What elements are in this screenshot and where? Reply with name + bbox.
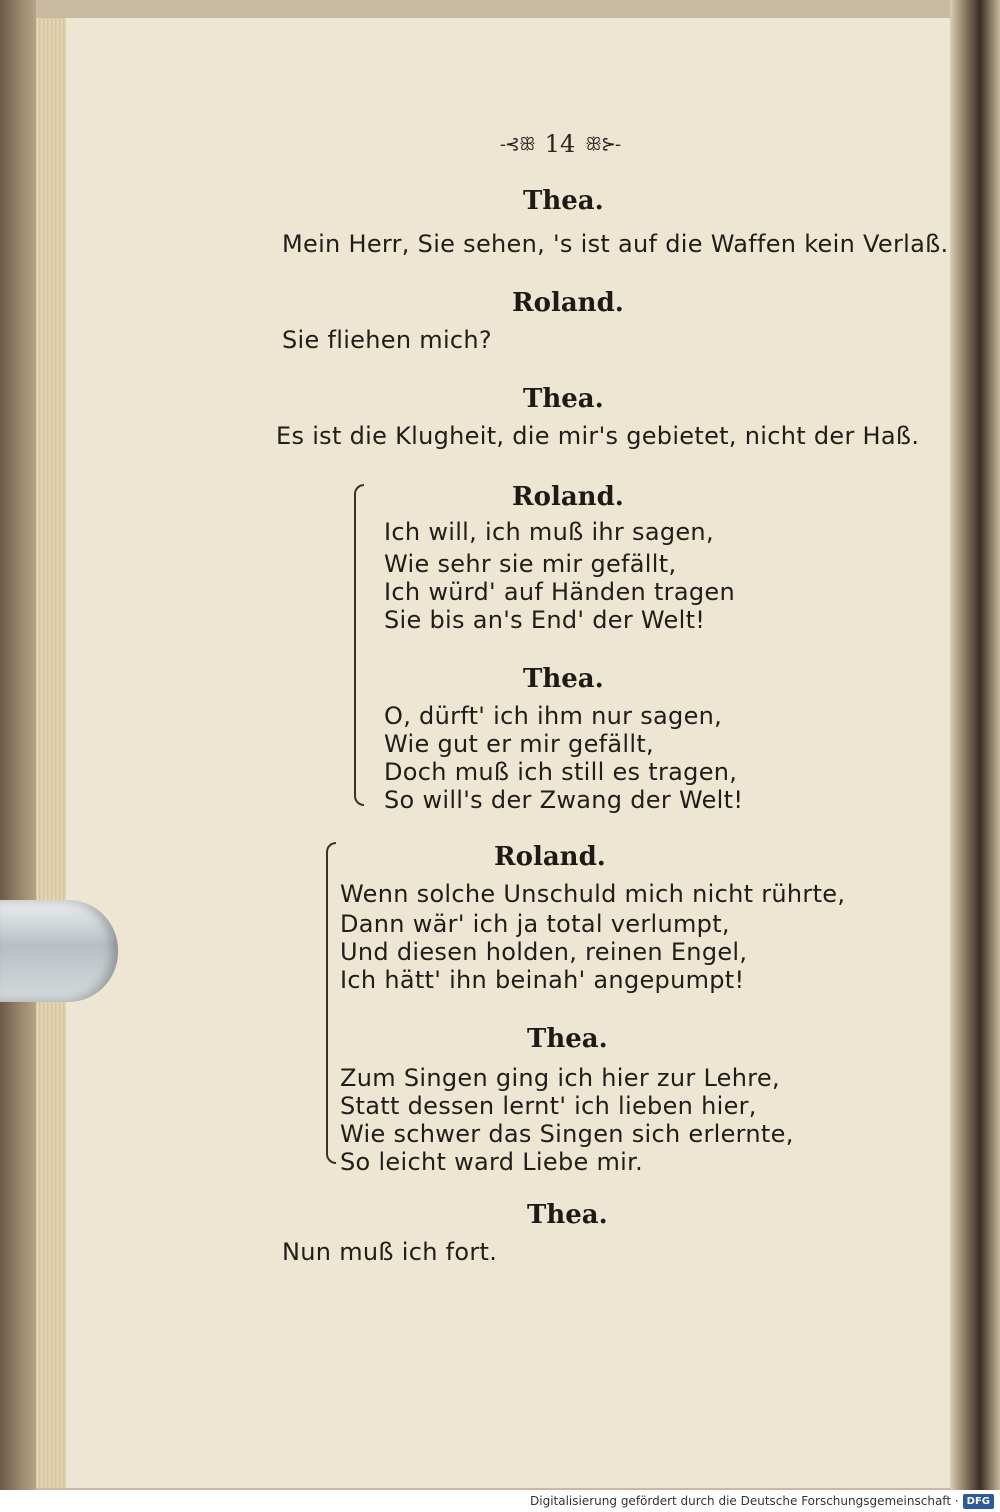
- ornament-left-icon: -⊰ꕥ: [499, 133, 535, 155]
- speaker-name: Roland.: [494, 842, 606, 872]
- verse-line: Statt dessen lernt' ich lieben hier,: [340, 1092, 757, 1120]
- verse-line: So leicht ward Liebe mir.: [340, 1148, 644, 1176]
- dialogue-line: Mein Herr, Sie sehen, 's ist auf die Waffen kein Verlaß.: [282, 230, 949, 258]
- verse-line: Wie schwer das Singen sich erlernte,: [340, 1120, 794, 1148]
- scan-background-left: [0, 0, 36, 1512]
- digitization-footer: [0, 1490, 1000, 1512]
- speaker-name: Thea.: [527, 1024, 608, 1054]
- verse-line: Wie sehr sie mir gefällt,: [384, 550, 677, 578]
- dfg-logo-icon: DFG: [963, 1494, 994, 1509]
- page-edges: [36, 18, 68, 1488]
- verse-line: Dann wär' ich ja total verlumpt,: [340, 910, 730, 938]
- verse-line: Ich hätt' ihn beinah' angepumpt!: [340, 966, 745, 994]
- verse-line: Zum Singen ging ich hier zur Lehre,: [340, 1064, 780, 1092]
- dialogue-line: Sie fliehen mich?: [282, 326, 492, 354]
- page-number: 14: [544, 130, 576, 158]
- bookmark-clip: [0, 900, 118, 1002]
- verse-line: So will's der Zwang der Welt!: [384, 786, 744, 814]
- verse-line: Sie bis an's End' der Welt!: [384, 606, 706, 634]
- duet-brace: [326, 842, 336, 1164]
- verse-line: Doch muß ich still es tragen,: [384, 758, 738, 786]
- footer-text: Digitalisierung gefördert durch die Deutsche Forschungsgemeinschaft ·: [530, 1494, 959, 1508]
- dialogue-line: Nun muß ich fort.: [282, 1238, 498, 1266]
- speaker-name: Thea.: [523, 664, 604, 694]
- speaker-name: Thea.: [527, 1200, 608, 1230]
- verse-line: Ich würd' auf Händen tragen: [384, 578, 735, 606]
- ornament-right-icon: ꕥ⊱-: [585, 133, 621, 155]
- duet-brace: [354, 484, 364, 806]
- speaker-name: Thea.: [523, 186, 604, 216]
- verse-line: Ich will, ich muß ihr sagen,: [384, 518, 714, 546]
- page-header: [470, 128, 650, 160]
- book-spine: [950, 0, 1000, 1512]
- speaker-name: Roland.: [512, 288, 624, 318]
- speaker-name: Roland.: [512, 482, 624, 512]
- verse-line: Wie gut er mir gefällt,: [384, 730, 654, 758]
- speaker-name: Thea.: [523, 384, 604, 414]
- verse-line: O, dürft' ich ihm nur sagen,: [384, 702, 723, 730]
- verse-line: Und diesen holden, reinen Engel,: [340, 938, 748, 966]
- verse-line: Wenn solche Unschuld mich nicht rührte,: [340, 880, 846, 908]
- dialogue-line: Es ist die Klugheit, die mir's gebietet, nicht der Haß.: [276, 422, 920, 450]
